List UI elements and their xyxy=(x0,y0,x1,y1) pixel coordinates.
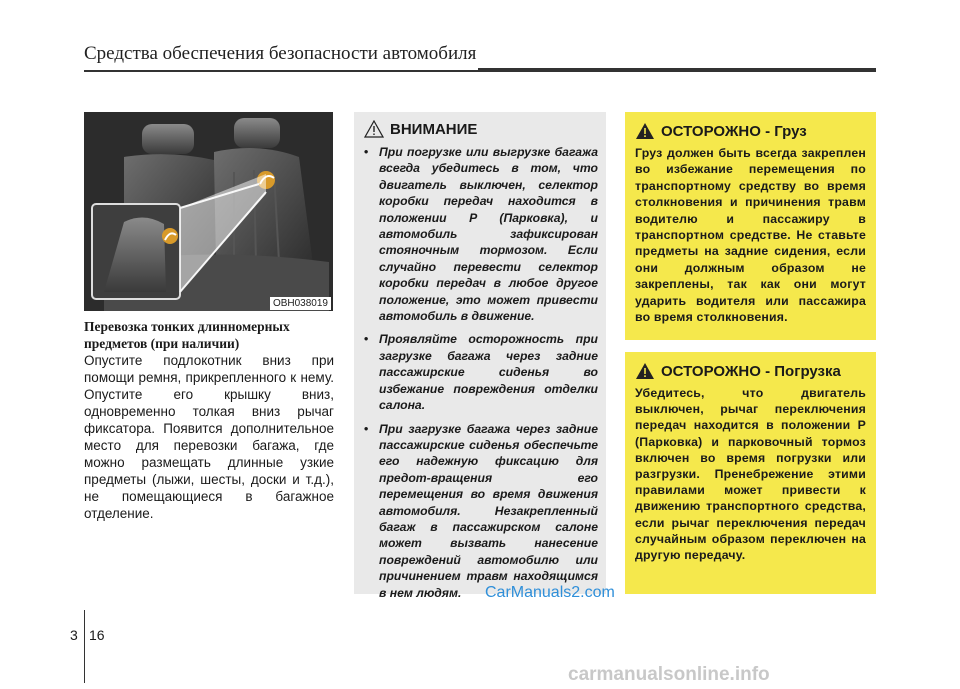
chapter-number: 3 xyxy=(70,627,78,643)
caution-title: ВНИМАНИЕ xyxy=(390,120,478,138)
bullet: • xyxy=(364,145,369,159)
caution-item xyxy=(364,331,598,413)
warning-header xyxy=(635,362,866,380)
page-number: 16 xyxy=(89,627,105,643)
warning-text: Убедитесь, что двигатель выключен, рычаг переключения передач находится в положении P (Парковка) и парковочный тормоз включен во время погрузки или разгрузки. Пренебрежение этими правилами может привести к движению транспортного средства, если рычаг переключения передач случайным образом переключен на другую передачу. xyxy=(635,386,866,563)
section-subheading: Перевозка тонких длинномерных предметов (при наличии) xyxy=(84,319,290,351)
body-paragraph: Опустите подлокотник вниз при помощи ремня, прикрепленного к нему. Опустите его крышку вниз, одновременно толкая вниз рычаг фиксатора. Появится дополнительное место для перевозки багажа, где можно размещать длинные узкие предметы (лыжи, шесты, доски и т.д.), не помещающиеся в багажное отделение. xyxy=(84,353,334,521)
caution-box xyxy=(354,112,606,600)
caution-item xyxy=(364,144,598,324)
warning-triangle-icon xyxy=(635,362,655,380)
caution-item-text: При загрузке багажа через задние пассажирские сиденья обеспечьте его надежную фиксацию для предот-вращения его перемещения во время движения автомобиля. Незакрепленный багаж в пассажирском салоне может вызвать нанесение повреждений автомобилю или причинением травм находящимся в нем людям. xyxy=(379,421,598,600)
warning-header xyxy=(635,122,866,140)
caution-item xyxy=(364,421,598,601)
caution-item-text: При погрузке или выгрузке багажа всегда убедитесь в том, что двигатель выключен, селектор коробки передач находится в положении P (Парковка), и автомобиль зафиксирован стояночным тормозом. Если случайно перевести селектор коробки передач в любое другое положение, это может привести автомобиль в движение. xyxy=(379,145,598,324)
watermark-text: carmanualsonline.info xyxy=(568,664,770,685)
caution-triangle-icon xyxy=(364,120,384,138)
section-title: Средства обеспечения безопасности автомобиля xyxy=(84,43,477,64)
seat-armrest-figure xyxy=(84,112,333,311)
figure-code: OBH038019 xyxy=(270,297,331,310)
warning-box-cargo xyxy=(625,112,876,340)
warning-box-loading xyxy=(625,352,876,594)
bullet: • xyxy=(364,421,369,436)
warning-title: ОСТОРОЖНО - Погрузка xyxy=(661,362,841,380)
warning-triangle-icon xyxy=(635,122,655,140)
watermark-link[interactable]: CarManuals2.com xyxy=(485,584,615,601)
caution-list xyxy=(364,144,598,601)
page-number-divider xyxy=(84,610,85,683)
bullet: • xyxy=(364,332,369,347)
car-seat-armrest-illustration xyxy=(84,112,333,311)
caution-header xyxy=(364,120,598,138)
warning-title: ОСТОРОЖНО - Груз xyxy=(661,122,807,140)
caution-item-text: Проявляйте осторожность при загрузке багажа через задние пассажирские сиденья во избежание повреждения отделки салона. xyxy=(379,332,598,413)
warning-text: Груз должен быть всегда закреплен во избежание перемещения по транспортному средству во время столкновения и причинения травм водителю и пассажиру в транспортном средстве. Не ставьте предметы на задние сидения, если они должным образом не закреплены, так как они могут ударить водителя или пассажира во время столкновения. xyxy=(635,146,866,325)
header-rule-accent xyxy=(478,68,876,72)
